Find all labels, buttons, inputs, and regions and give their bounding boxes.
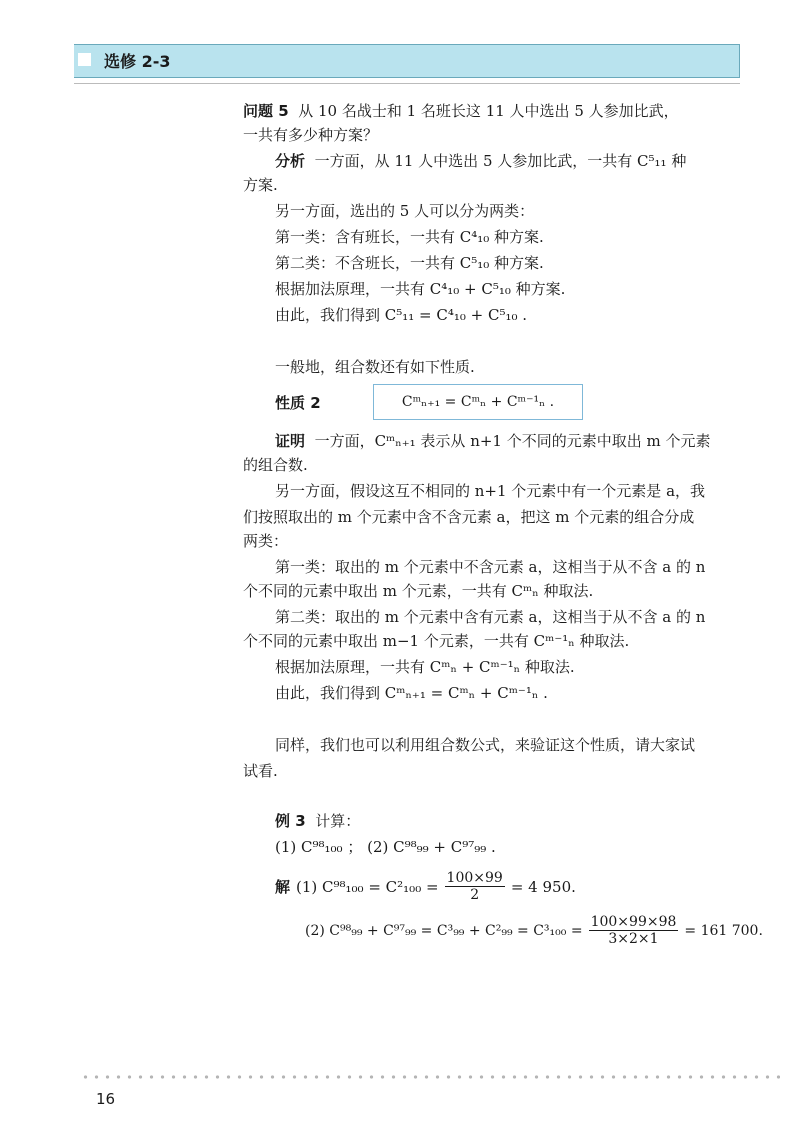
proof-line6: 第一类：取出的 m 个元素中不含元素 a，这相当于从不含 a 的 n: [275, 558, 706, 576]
proof-line2: 的组合数.: [243, 456, 308, 474]
analysis-line6: 根据加法原理，一共有 C⁴₁₀ + C⁵₁₀ 种方案.: [275, 280, 566, 298]
similarly-line1: 同样，我们也可以利用组合数公式，来验证这个性质，请大家试: [275, 736, 696, 754]
analysis-line7: 由此，我们得到 C⁵₁₁ = C⁴₁₀ + C⁵₁₀ .: [275, 306, 528, 324]
proof-line7: 个不同的元素中取出 m 个元素，一共有 Cᵐₙ 种取法.: [243, 582, 594, 600]
solution2-suffix: = 161 700.: [684, 922, 763, 939]
general-text: 一般地，组合数还有如下性质.: [275, 358, 475, 376]
example3-items: (1) C⁹⁸₁₀₀ ； (2) C⁹⁸₉₉ + C⁹⁷₉₉ .: [275, 838, 496, 856]
header-divider: [74, 83, 740, 84]
solution2-denominator: 3×2×1: [608, 931, 659, 947]
solution1: [275, 870, 755, 903]
solution2-prefix: (2) C⁹⁸₉₉ + C⁹⁷₉₉ = C³₉₉ + C²₉₉ = C³₁₀₀ =: [305, 922, 583, 939]
proof-line11: 由此，我们得到 Cᵐₙ₊₁ = Cᵐₙ + Cᵐ⁻¹ₙ .: [275, 684, 548, 702]
analysis-line2: 方案.: [243, 176, 278, 194]
analysis-label: 分析: [275, 152, 306, 170]
proof-line5: 两类：: [243, 532, 289, 550]
property2-formula-box: [373, 384, 583, 420]
proof-line8: 第二类：取出的 m 个元素中含有元素 a，这相当于从不含 a 的 n: [275, 608, 706, 626]
analysis-line5: 第二类：不含班长，一共有 C⁵₁₀ 种方案.: [275, 254, 544, 272]
proof-line1: [275, 432, 755, 450]
proof-line9: 个不同的元素中取出 m−1 个元素，一共有 Cᵐ⁻¹ₙ 种取法.: [243, 632, 630, 650]
solution1-fraction: [445, 870, 505, 903]
header-square-icon: [78, 53, 91, 66]
analysis-text1: 一方面，从 11 人中选出 5 人参加比武，一共有 C⁵₁₁ 种: [314, 152, 687, 170]
solution1-suffix: = 4 950.: [510, 877, 576, 896]
proof-line4: 们按照取出的 m 个元素中含不含元素 a，把这 m 个元素的组合分成: [243, 508, 695, 526]
property2-formula: Cᵐₙ₊₁ = Cᵐₙ + Cᵐ⁻¹ₙ .: [401, 394, 555, 410]
footer-dotted-divider: [80, 1075, 780, 1079]
page-number: 16: [96, 1090, 116, 1108]
header-bar: [74, 44, 740, 78]
problem5-line1: [243, 102, 723, 120]
analysis-line3: 另一方面，选出的 5 人可以分为两类：: [275, 202, 535, 220]
solution2: [305, 914, 785, 947]
proof-line3: 另一方面，假设这互不相同的 n+1 个元素中有一个元素是 a，我: [275, 482, 706, 500]
solution1-prefix: (1) C⁹⁸₁₀₀ = C²₁₀₀ =: [296, 877, 439, 896]
solution2-fraction: [589, 914, 679, 947]
solution-label: 解: [275, 877, 291, 896]
header-title: 选修 2-3: [104, 52, 171, 71]
property2-label: 性质 2: [275, 394, 321, 412]
proof-line10: 根据加法原理，一共有 Cᵐₙ + Cᵐ⁻¹ₙ 种取法.: [275, 658, 575, 676]
example3-label: 例 3: [275, 812, 306, 830]
example3-line1: [275, 812, 755, 830]
example3-task: 计算：: [315, 812, 361, 830]
problem5-text2: 一共有多少种方案？: [243, 126, 379, 144]
proof-label: 证明: [275, 432, 306, 450]
analysis-line1: [275, 152, 755, 170]
solution2-numerator: 100×99×98: [590, 914, 677, 930]
solution1-denominator: 2: [470, 887, 480, 903]
proof-text1: 一方面，Cᵐₙ₊₁ 表示从 n+1 个不同的元素中取出 m 个元素: [314, 432, 711, 450]
solution1-numerator: 100×99: [446, 870, 503, 886]
problem5-text1: 从 10 名战士和 1 名班长这 11 人中选出 5 人参加比武，: [298, 102, 679, 120]
analysis-line4: 第一类：含有班长，一共有 C⁴₁₀ 种方案.: [275, 228, 544, 246]
similarly-line2: 试看.: [243, 762, 278, 780]
problem5-label: 问题 5: [243, 102, 289, 120]
